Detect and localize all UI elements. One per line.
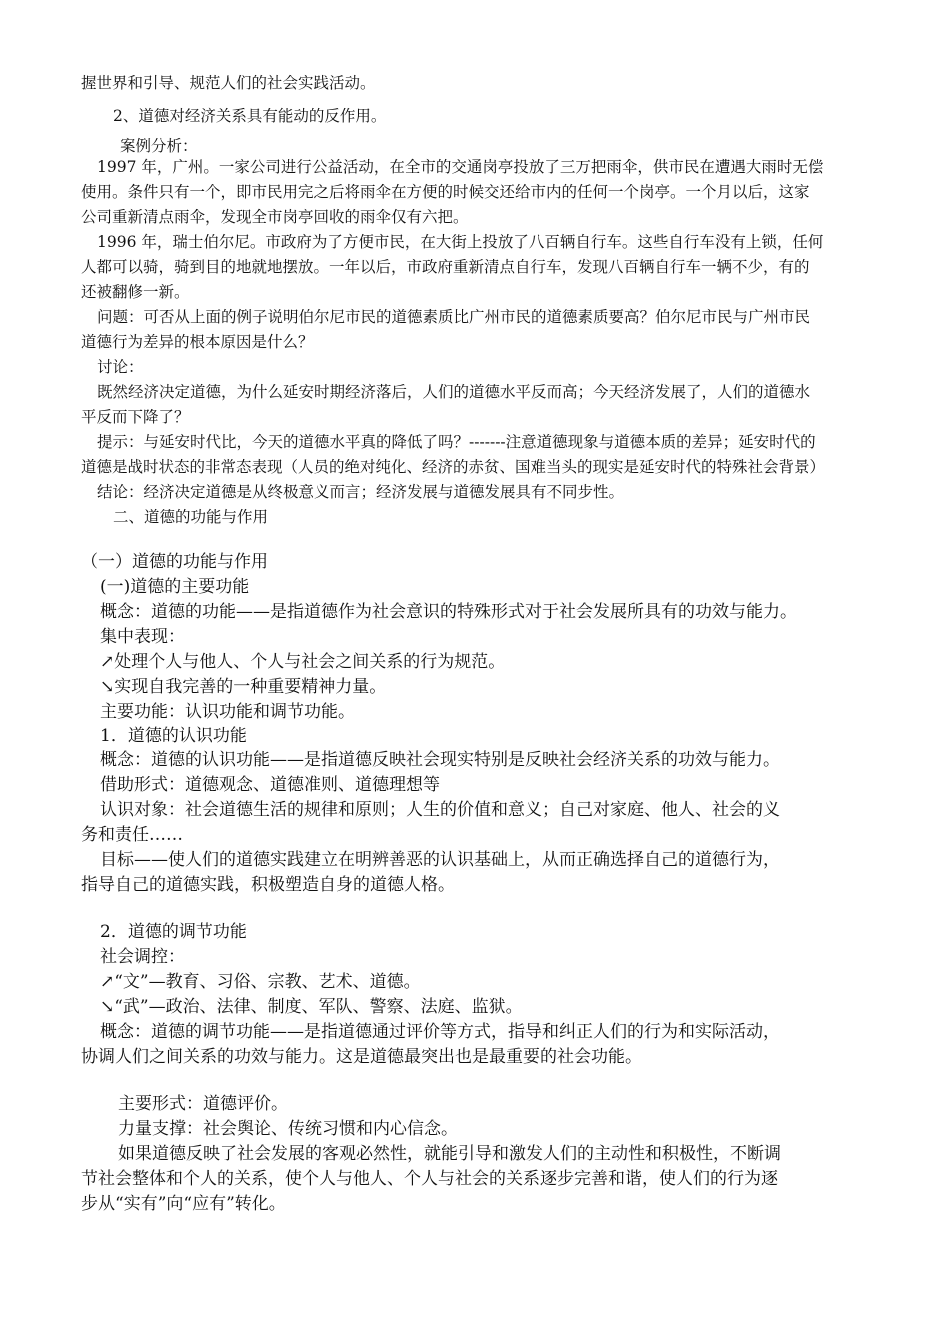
regulation-control: 社会调控： [100, 947, 185, 967]
case-heading: 案例分析： [120, 137, 198, 155]
cognitive-title: 1．道德的认识功能 [100, 726, 247, 746]
discussion-text: 平反而下降了？ [81, 408, 190, 426]
cognitive-forms: 借助形式：道德观念、道德准则、道德理想等 [100, 775, 440, 795]
regulation-paragraph: 节社会整体和个人的关系，使个人与他人、个人与社会的关系逐步完善和谐，使人们的行为逐 [81, 1169, 778, 1189]
subsection-title: （一）道德的功能与作用 [81, 552, 268, 572]
focus-item: ↘实现自我完善的一种重要精神力量。 [100, 677, 387, 697]
regulation-item: ↗“文”—教育、习俗、宗教、艺术、道德。 [100, 972, 421, 992]
case-text: 1997 年，广州。一家公司进行公益活动，在全市的交通岗亭投放了三万把雨伞，供市民在遭遇大雨时无偿 [97, 158, 824, 176]
conclusion-text: 结论：经济决定道德是从终极意义而言；经济发展与道德发展具有不同步性。 [97, 483, 625, 501]
main-function-title: (一)道德的主要功能 [100, 577, 250, 597]
case-text: 还被翻修一新。 [81, 283, 190, 301]
regulation-concept: 协调人们之间关系的功效与能力。这是道德最突出也是最重要的社会功能。 [81, 1047, 642, 1067]
regulation-form: 主要形式：道德评价。 [118, 1094, 288, 1114]
regulation-concept: 概念：道德的调节功能——是指道德通过评价等方式，指导和纠正人们的行为和实际活动， [100, 1022, 780, 1042]
case-text: 公司重新清点雨伞，发现全市岗亭回收的雨伞仅有六把。 [81, 208, 469, 226]
regulation-paragraph: 步从“实有”向“应有”转化。 [81, 1194, 286, 1214]
hint-text: 提示：与延安时代比，今天的道德水平真的降低了吗？-------注意道德现象与道德本质的差异；延安时代的 [97, 433, 816, 451]
hint-text: 道德是战时状态的非常态表现（人员的绝对纯化、经济的赤贫、国难当头的现实是延安时代的特殊社会背景） [81, 458, 826, 476]
case-text: 人都可以骑，骑到目的地就地摆放。一年以后，市政府重新清点自行车，发现八百辆自行车一辆不少，有的 [81, 258, 810, 276]
point-heading: 2、道德对经济关系具有能动的反作用。 [113, 107, 387, 125]
regulation-support: 力量支撑：社会舆论、传统习惯和内心信念。 [118, 1119, 458, 1139]
case-text: 使用。条件只有一个，即市民用完之后将雨伞在方便的时候交还给市内的任何一个岗亭。一个月以后，这家 [81, 183, 810, 201]
discussion-heading: 讨论： [97, 358, 144, 376]
cognitive-goal: 目标——使人们的道德实践建立在明辨善恶的认识基础上，从而正确选择自己的道德行为， [100, 850, 780, 870]
regulation-item: ↘“武”—政治、法律、制度、军队、警察、法庭、监狱。 [100, 997, 523, 1017]
cognitive-concept: 概念：道德的认识功能——是指道德反映社会现实特别是反映社会经济关系的功效与能力。 [100, 750, 780, 770]
section-title: 二、道德的功能与作用 [113, 508, 269, 526]
concept-text: 概念：道德的功能——是指道德作为社会意识的特殊形式对于社会发展所具有的功效与能力。 [100, 602, 797, 622]
main-functions-text: 主要功能：认识功能和调节功能。 [100, 702, 355, 722]
regulation-title: 2．道德的调节功能 [100, 922, 247, 942]
regulation-paragraph: 如果道德反映了社会发展的客观必然性，就能引导和激发人们的主动性和积极性，不断调 [118, 1144, 781, 1164]
focus-item: ↗处理个人与他人、个人与社会之间关系的行为规范。 [100, 652, 506, 672]
question-text: 问题：可否从上面的例子说明伯尔尼市民的道德素质比广州市民的道德素质要高？伯尔尼市民与广州市民 [97, 308, 811, 326]
cognitive-goal: 指导自己的道德实践，积极塑造自身的道德人格。 [81, 875, 455, 895]
intro-line: 握世界和引导、规范人们的社会实践活动。 [81, 74, 376, 92]
case-text: 1996 年，瑞士伯尔尼。市政府为了方便市民，在大街上投放了八百辆自行车。这些自行车没有上锁，任何 [97, 233, 824, 251]
cognitive-objects: 务和责任…… [81, 825, 183, 845]
cognitive-objects: 认识对象：社会道德生活的规律和原则；人生的价值和意义；自己对家庭、他人、社会的义 [100, 800, 780, 820]
discussion-text: 既然经济决定道德，为什么延安时期经济落后，人们的道德水平反而高；今天经济发展了，人们的道德水 [97, 383, 811, 401]
question-text: 道德行为差异的根本原因是什么？ [81, 333, 314, 351]
focus-heading: 集中表现： [100, 627, 185, 647]
